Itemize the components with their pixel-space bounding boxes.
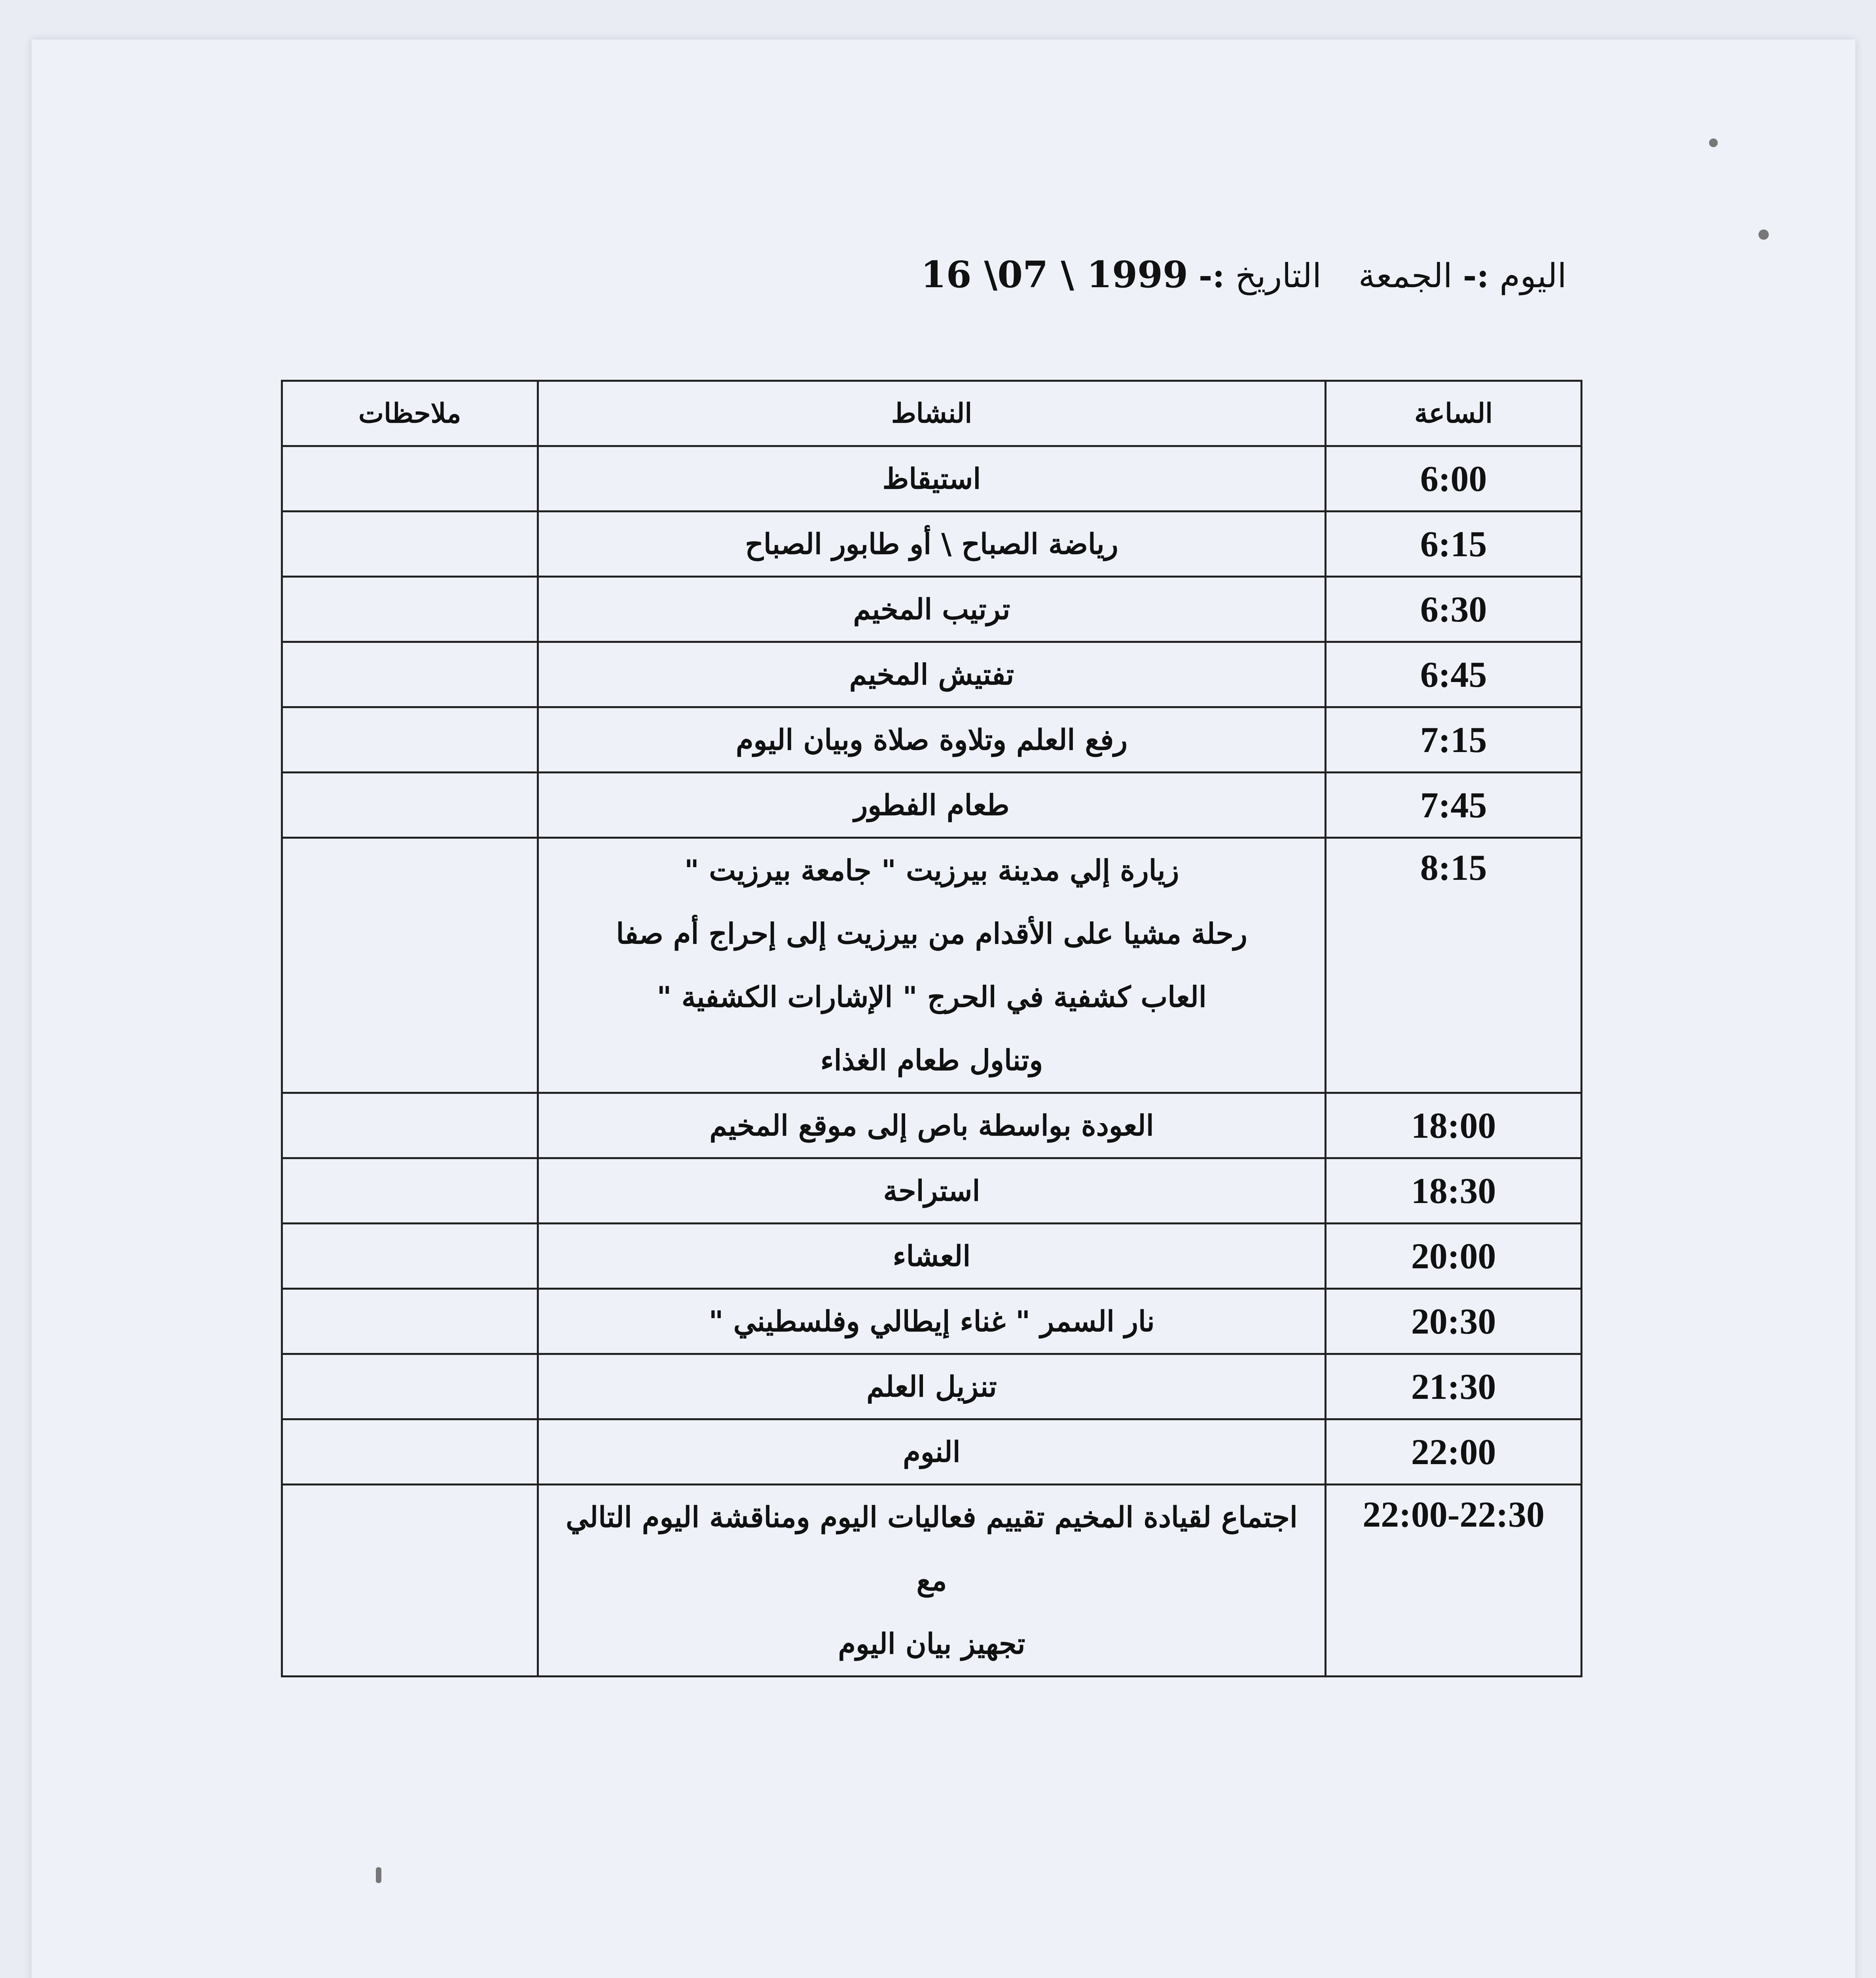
activity-line: استيقاظ	[882, 462, 981, 495]
activity-line: تفتيش المخيم	[849, 657, 1014, 691]
notes-cell	[282, 1354, 538, 1419]
day-label: اليوم	[1499, 256, 1567, 295]
activity-cell	[538, 1419, 1326, 1485]
time-cell: 7:15	[1326, 707, 1582, 773]
activity-line: العاب كشفية في الحرج " الإشارات الكشفية "	[657, 980, 1207, 1014]
activity-line: نار السمر " غناء إيطالي وفلسطيني "	[709, 1304, 1155, 1338]
time-cell: 6:15	[1326, 512, 1582, 577]
notes-cell	[282, 707, 538, 773]
activity-line: رحلة مشيا على الأقدام من بيرزيت إلى إحراج أم صفا	[616, 917, 1247, 950]
notes-cell	[282, 512, 538, 577]
paper-speck	[376, 1867, 381, 1883]
activity-line: العودة بواسطة باص إلى موقع المخيم	[709, 1108, 1154, 1142]
column-header-notes: ملاحظات	[282, 381, 538, 446]
activity-line: رياضة الصباح \ أو طابور الصباح	[745, 527, 1118, 561]
table-row	[282, 838, 1582, 1093]
activity-cell	[538, 1158, 1326, 1224]
time-cell: 20:00	[1326, 1224, 1582, 1289]
activity-line: وتناول طعام الغذاء	[820, 1043, 1043, 1077]
activity-cell	[538, 642, 1326, 707]
time-cell: 22:00	[1326, 1419, 1582, 1485]
activity-line: رفع العلم وتلاوة صلاة وبيان اليوم	[735, 723, 1128, 756]
column-header-activity: النشاط	[538, 381, 1326, 446]
table-row	[282, 1224, 1582, 1289]
activity-line: استراحة	[883, 1174, 980, 1207]
table-row	[282, 773, 1582, 838]
activity-cell	[538, 577, 1326, 642]
activity-line: النوم	[903, 1435, 961, 1468]
table-row	[282, 1354, 1582, 1419]
activity-line: زيارة إلي مدينة بيرزيت " جامعة بيرزيت "	[684, 853, 1179, 887]
table-row	[282, 642, 1582, 707]
table-row	[282, 1419, 1582, 1485]
notes-cell	[282, 446, 538, 512]
table-row	[282, 577, 1582, 642]
activity-cell	[538, 1224, 1326, 1289]
table-row	[282, 1485, 1582, 1677]
activity-cell	[538, 838, 1326, 1093]
notes-cell	[282, 1289, 538, 1354]
table-row	[282, 1158, 1582, 1224]
table-header-row	[282, 381, 1582, 446]
activity-line: اجتماع لقيادة المخيم تقييم فعاليات اليوم ومناقشة اليوم التالي مع	[566, 1500, 1298, 1597]
time-cell: 6:30	[1326, 577, 1582, 642]
activity-cell	[538, 1485, 1326, 1677]
activity-line: تنزيل العلم	[866, 1370, 997, 1403]
column-header-time: الساعة	[1326, 381, 1582, 446]
notes-cell	[282, 1419, 538, 1485]
time-cell: 20:30	[1326, 1289, 1582, 1354]
notes-cell	[282, 1485, 538, 1677]
time-cell: 6:00	[1326, 446, 1582, 512]
time-cell: 18:30	[1326, 1158, 1582, 1224]
table-row	[282, 446, 1582, 512]
paper-speck	[1759, 229, 1769, 240]
activity-cell	[538, 707, 1326, 773]
activity-cell	[538, 773, 1326, 838]
table-row	[282, 1289, 1582, 1354]
table-row	[282, 707, 1582, 773]
notes-cell	[282, 773, 538, 838]
time-cell: 7:45	[1326, 773, 1582, 838]
activity-line: العشاء	[893, 1239, 971, 1273]
notes-cell	[282, 577, 538, 642]
activity-cell	[538, 1354, 1326, 1419]
document-header	[921, 253, 1567, 309]
table-row	[282, 512, 1582, 577]
notes-cell	[282, 838, 538, 1093]
time-cell: 18:00	[1326, 1093, 1582, 1158]
day-separator: :-	[1463, 256, 1489, 295]
activity-cell	[538, 1093, 1326, 1158]
notes-cell	[282, 1093, 538, 1158]
date-label: التاريخ	[1235, 256, 1322, 295]
activity-line: طعام الفطور	[854, 788, 1010, 822]
day-value: الجمعة	[1358, 256, 1453, 295]
paper-speck	[1709, 138, 1718, 147]
time-cell: 6:45	[1326, 642, 1582, 707]
activity-line: تجهيز بيان اليوم	[838, 1627, 1025, 1660]
notes-cell	[282, 1158, 538, 1224]
date-value: 16 \07 \ 1999	[921, 253, 1188, 296]
activity-cell	[538, 1289, 1326, 1354]
schedule-body	[282, 446, 1582, 1677]
notes-cell	[282, 642, 538, 707]
date-separator: :-	[1198, 256, 1225, 295]
time-cell: 8:15	[1326, 838, 1582, 1093]
schedule-table	[281, 380, 1582, 1677]
time-cell: 21:30	[1326, 1354, 1582, 1419]
activity-cell	[538, 446, 1326, 512]
time-cell: 22:00-22:30	[1326, 1485, 1582, 1677]
table-row	[282, 1093, 1582, 1158]
activity-line: ترتيب المخيم	[853, 592, 1010, 626]
activity-cell	[538, 512, 1326, 577]
notes-cell	[282, 1224, 538, 1289]
